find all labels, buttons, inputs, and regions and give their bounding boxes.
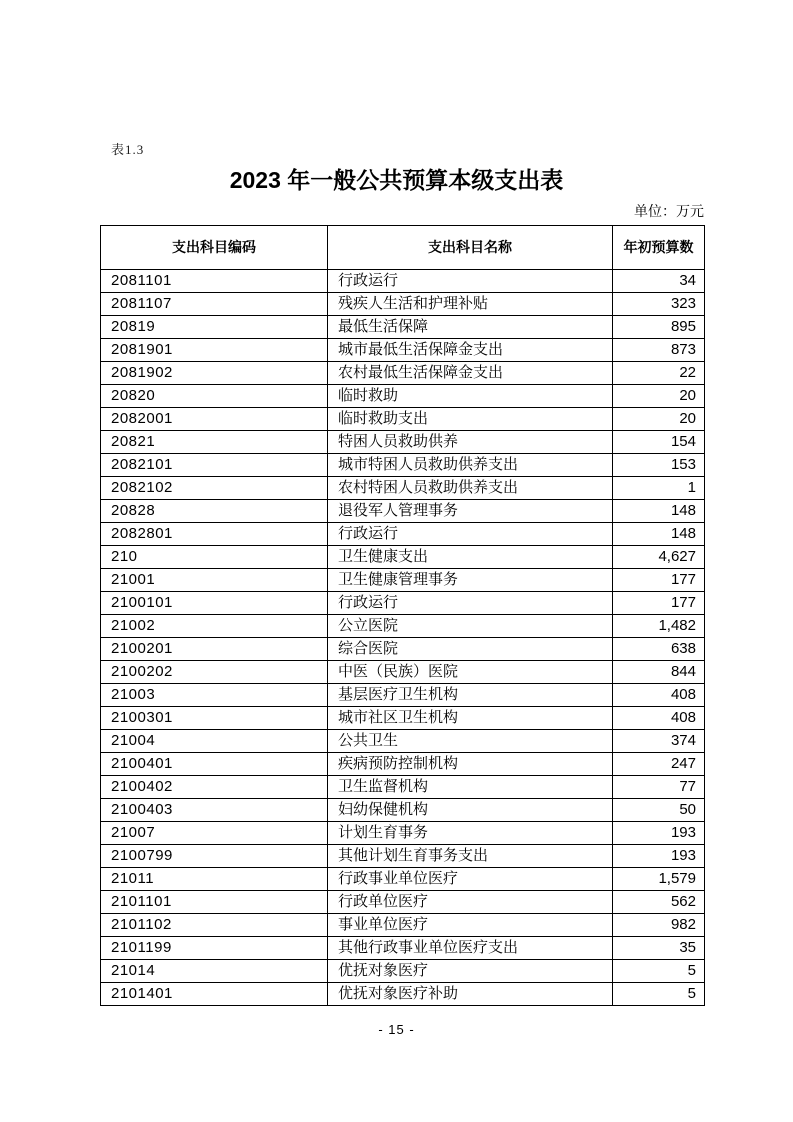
cell-budget: 148	[613, 500, 705, 523]
cell-code: 21003	[101, 684, 328, 707]
cell-budget: 50	[613, 799, 705, 822]
cell-budget: 77	[613, 776, 705, 799]
cell-code: 2101199	[101, 937, 328, 960]
cell-code: 2081901	[101, 339, 328, 362]
cell-budget: 1,579	[613, 868, 705, 891]
cell-name: 农村特困人员救助供养支出	[328, 477, 613, 500]
cell-name: 特困人员救助供养	[328, 431, 613, 454]
cell-budget: 844	[613, 661, 705, 684]
cell-code: 2082101	[101, 454, 328, 477]
cell-budget: 638	[613, 638, 705, 661]
cell-code: 2100799	[101, 845, 328, 868]
cell-name: 卫生健康管理事务	[328, 569, 613, 592]
cell-name: 退役军人管理事务	[328, 500, 613, 523]
cell-budget: 154	[613, 431, 705, 454]
table-row	[101, 822, 705, 845]
table-row	[101, 316, 705, 339]
cell-name: 城市社区卫生机构	[328, 707, 613, 730]
cell-code: 20828	[101, 500, 328, 523]
cell-code: 2100403	[101, 799, 328, 822]
table-row	[101, 592, 705, 615]
cell-name: 事业单位医疗	[328, 914, 613, 937]
cell-budget: 35	[613, 937, 705, 960]
cell-name: 行政运行	[328, 523, 613, 546]
cell-code: 21007	[101, 822, 328, 845]
cell-name: 最低生活保障	[328, 316, 613, 339]
cell-code: 2081107	[101, 293, 328, 316]
cell-code: 21001	[101, 569, 328, 592]
table-row	[101, 753, 705, 776]
cell-name: 临时救助	[328, 385, 613, 408]
cell-code: 2082001	[101, 408, 328, 431]
table-row	[101, 960, 705, 983]
cell-budget: 5	[613, 983, 705, 1006]
cell-name: 行政运行	[328, 592, 613, 615]
table-row	[101, 638, 705, 661]
table-row	[101, 293, 705, 316]
table-row	[101, 362, 705, 385]
table-row	[101, 891, 705, 914]
cell-name: 卫生监督机构	[328, 776, 613, 799]
cell-budget: 20	[613, 385, 705, 408]
cell-budget: 895	[613, 316, 705, 339]
table-row	[101, 868, 705, 891]
cell-name: 行政运行	[328, 270, 613, 293]
cell-budget: 323	[613, 293, 705, 316]
cell-code: 20821	[101, 431, 328, 454]
table-row	[101, 546, 705, 569]
cell-name: 公共卫生	[328, 730, 613, 753]
cell-code: 2081101	[101, 270, 328, 293]
cell-budget: 193	[613, 845, 705, 868]
cell-name: 疾病预防控制机构	[328, 753, 613, 776]
table-row	[101, 845, 705, 868]
cell-code: 2100401	[101, 753, 328, 776]
cell-code: 21014	[101, 960, 328, 983]
table-label: 表1.3	[111, 142, 145, 157]
cell-name: 优抚对象医疗	[328, 960, 613, 983]
cell-code: 210	[101, 546, 328, 569]
table-row	[101, 983, 705, 1006]
column-header-code: 支出科目编码	[101, 226, 328, 270]
cell-budget: 982	[613, 914, 705, 937]
cell-code: 2100301	[101, 707, 328, 730]
table-row	[101, 431, 705, 454]
cell-name: 公立医院	[328, 615, 613, 638]
cell-code: 20819	[101, 316, 328, 339]
table-row	[101, 937, 705, 960]
cell-code: 2100101	[101, 592, 328, 615]
cell-code: 20820	[101, 385, 328, 408]
cell-name: 城市最低生活保障金支出	[328, 339, 613, 362]
cell-budget: 873	[613, 339, 705, 362]
cell-name: 妇幼保健机构	[328, 799, 613, 822]
cell-budget: 408	[613, 707, 705, 730]
table-row	[101, 408, 705, 431]
cell-budget: 408	[613, 684, 705, 707]
cell-budget: 177	[613, 592, 705, 615]
cell-name: 卫生健康支出	[328, 546, 613, 569]
table-row	[101, 661, 705, 684]
page-number: - 15 -	[378, 1022, 415, 1037]
table-row	[101, 500, 705, 523]
column-header-name: 支出科目名称	[328, 226, 613, 270]
cell-code: 2101401	[101, 983, 328, 1006]
table-row	[101, 707, 705, 730]
cell-budget: 1	[613, 477, 705, 500]
table-row	[101, 776, 705, 799]
cell-name: 农村最低生活保障金支出	[328, 362, 613, 385]
table-header-row	[101, 226, 705, 270]
table-row	[101, 799, 705, 822]
cell-name: 城市特困人员救助供养支出	[328, 454, 613, 477]
table-row	[101, 914, 705, 937]
cell-budget: 153	[613, 454, 705, 477]
table-row	[101, 569, 705, 592]
cell-code: 2100402	[101, 776, 328, 799]
cell-name: 优抚对象医疗补助	[328, 983, 613, 1006]
cell-code: 2101101	[101, 891, 328, 914]
cell-code: 21011	[101, 868, 328, 891]
cell-name: 其他行政事业单位医疗支出	[328, 937, 613, 960]
cell-budget: 22	[613, 362, 705, 385]
cell-code: 21002	[101, 615, 328, 638]
cell-code: 2100202	[101, 661, 328, 684]
table-row	[101, 615, 705, 638]
cell-code: 2100201	[101, 638, 328, 661]
cell-name: 综合医院	[328, 638, 613, 661]
cell-name: 行政单位医疗	[328, 891, 613, 914]
table-row	[101, 385, 705, 408]
cell-budget: 4,627	[613, 546, 705, 569]
unit-note: 单位：万元	[634, 205, 704, 220]
cell-code: 2082102	[101, 477, 328, 500]
table-row	[101, 339, 705, 362]
cell-code: 2081902	[101, 362, 328, 385]
cell-budget: 374	[613, 730, 705, 753]
cell-name: 临时救助支出	[328, 408, 613, 431]
page-title: 2023 年一般公共预算本级支出表	[229, 167, 564, 193]
cell-budget: 177	[613, 569, 705, 592]
cell-name: 中医（民族）医院	[328, 661, 613, 684]
table-row	[101, 684, 705, 707]
cell-budget: 193	[613, 822, 705, 845]
column-header-budget: 年初预算数	[613, 226, 705, 270]
cell-budget: 562	[613, 891, 705, 914]
cell-code: 2082801	[101, 523, 328, 546]
table-row	[101, 477, 705, 500]
cell-budget: 1,482	[613, 615, 705, 638]
cell-name: 行政事业单位医疗	[328, 868, 613, 891]
cell-name: 计划生育事务	[328, 822, 613, 845]
cell-name: 残疾人生活和护理补贴	[328, 293, 613, 316]
cell-name: 基层医疗卫生机构	[328, 684, 613, 707]
cell-budget: 5	[613, 960, 705, 983]
cell-budget: 20	[613, 408, 705, 431]
table-row	[101, 523, 705, 546]
cell-budget: 148	[613, 523, 705, 546]
table-row	[101, 454, 705, 477]
cell-code: 21004	[101, 730, 328, 753]
budget-table	[100, 225, 705, 1006]
cell-name: 其他计划生育事务支出	[328, 845, 613, 868]
cell-budget: 247	[613, 753, 705, 776]
table-row	[101, 270, 705, 293]
cell-budget: 34	[613, 270, 705, 293]
cell-code: 2101102	[101, 914, 328, 937]
table-row	[101, 730, 705, 753]
